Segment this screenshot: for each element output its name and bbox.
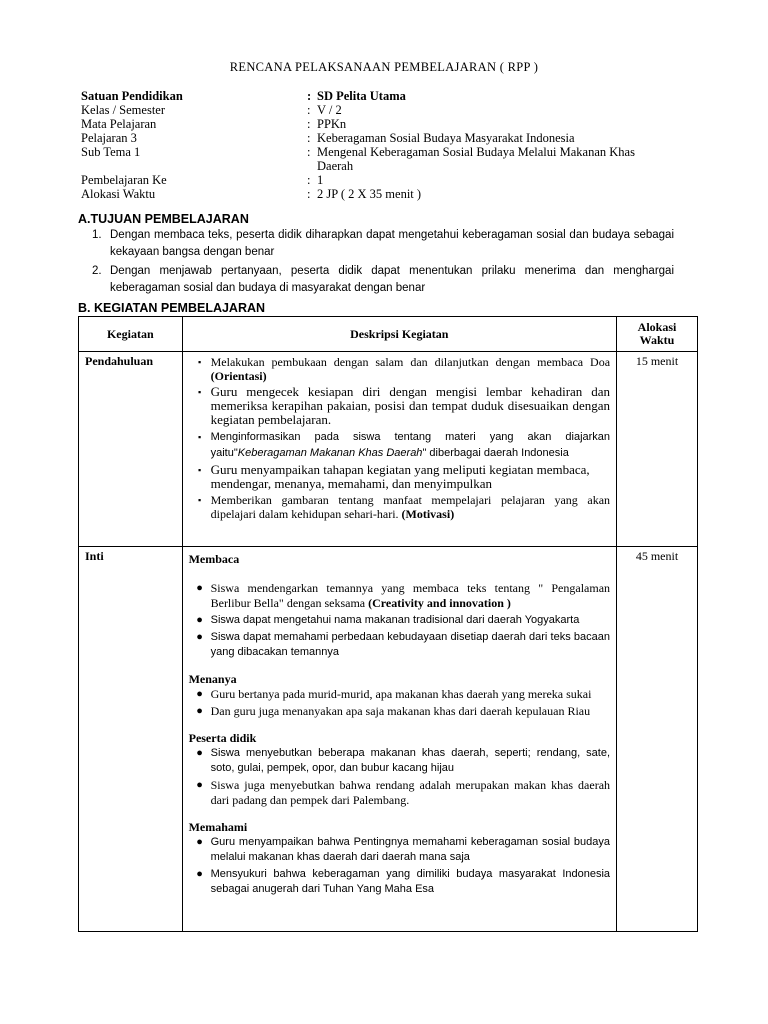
deskripsi-pendahuluan <box>182 352 616 547</box>
round-bullet-icon: ● <box>196 582 203 594</box>
header-kegiatan: Kegiatan <box>79 317 183 352</box>
list-item <box>189 778 610 808</box>
item-text: Guru bertanya pada murid-murid, apa makanan khas daerah yang mereka sukai <box>210 687 592 701</box>
info-colon: : <box>307 145 311 159</box>
info-row <box>81 131 657 145</box>
identity-block <box>81 89 657 201</box>
square-bullet-icon: ▪ <box>198 465 202 475</box>
info-label: Alokasi Waktu <box>81 187 156 201</box>
info-row <box>81 103 657 117</box>
round-bullet-icon: ● <box>196 705 203 717</box>
list-item <box>189 613 610 628</box>
info-row <box>81 187 657 201</box>
info-row <box>81 89 657 103</box>
info-value: Mengenal Keberagaman Sosial Budaya Melalui Makanan Khas Daerah <box>317 145 635 173</box>
header-deskripsi: Deskripsi Kegiatan <box>182 317 616 352</box>
square-bullet-icon: ▪ <box>198 357 202 367</box>
info-colon: : <box>307 89 312 103</box>
info-label: Pelajaran 3 <box>81 131 137 145</box>
item-bold: (Creativity and innovation ) <box>368 596 511 610</box>
alokasi-inti: 45 menit <box>617 547 698 932</box>
info-row <box>81 117 657 131</box>
item-text: Siswa dapat mengetahui nama makanan tradisional dari daerah Yogyakarta <box>210 614 580 626</box>
round-bullet-icon: ● <box>196 631 203 643</box>
info-value: Keberagaman Sosial Budaya Masyarakat Indonesia <box>317 131 575 145</box>
info-label: Kelas / Semester <box>81 103 166 117</box>
item-text: Siswa menyebutkan beberapa makanan khas daerah, seperti; rendang, sate, soto, gulai, pempek, opor, dan bubur kacang hijau <box>210 747 611 774</box>
menanya-heading: Menanya <box>188 672 237 686</box>
info-colon: : <box>307 187 311 201</box>
round-bullet-icon: ● <box>196 688 203 700</box>
info-label: Satuan Pendidikan <box>81 89 183 103</box>
info-value: V / 2 <box>317 103 342 117</box>
list-item <box>189 355 610 383</box>
item-text: Menginformasikan pada siswa tentang materi yang akan diajarkan yaitu" <box>210 431 611 459</box>
peserta-didik-heading: Peserta didik <box>188 731 257 745</box>
round-bullet-icon: ● <box>196 747 203 759</box>
table-row <box>79 352 698 547</box>
info-colon: : <box>307 117 311 131</box>
membaca-heading: Membaca <box>188 552 240 566</box>
item-text: Siswa mendengarkan temannya yang membaca teks tentang " Pengalaman Berlibur Bella" dengan seksama <box>210 581 611 610</box>
kegiatan-pendahuluan: Pendahuluan <box>79 352 183 547</box>
item-bold: (Motivasi) <box>401 507 455 521</box>
table-row <box>79 547 698 932</box>
info-value: 1 <box>317 173 324 187</box>
round-bullet-icon: ● <box>196 868 203 880</box>
info-label: Pembelajaran Ke <box>81 173 167 187</box>
kegiatan-inti: Inti <box>79 547 183 932</box>
list-item <box>189 630 610 660</box>
round-bullet-icon: ● <box>196 614 203 626</box>
activities-table <box>78 316 698 932</box>
list-item <box>189 704 610 719</box>
info-row <box>81 145 657 173</box>
goal-text: Dengan membaca teks, peserta didik diharapkan dapat mengetahui keberagaman sosial dan budaya sebagai kekayaan bangsa dengan benar <box>110 229 674 258</box>
info-value: PPKn <box>317 117 347 131</box>
info-label: Sub Tema 1 <box>81 145 141 159</box>
item-text: Guru mengecek kesiapan diri dengan mengisi lembar kehadiran dan memeriksa kerapihan pakaian, posisi dan tempat duduk disesuaikan dengan kegiatan pembelajaran. <box>210 384 611 427</box>
list-item <box>189 581 610 611</box>
item-text: Siswa dapat memahami perbedaan kebudayaan disetiap daerah dari teks bacaan yang dibacakan temannya <box>210 631 611 658</box>
square-bullet-icon: ▪ <box>198 387 202 397</box>
section-b-heading: B. KEGIATAN PEMBELAJARAN <box>78 301 266 315</box>
item-text: Melakukan pembukaan dengan salam dan dilanjutkan dengan membaca Doa <box>210 355 611 369</box>
list-item <box>189 385 610 427</box>
list-item <box>92 227 674 260</box>
alokasi-pendahuluan: 15 menit <box>617 352 698 547</box>
list-item <box>189 493 610 521</box>
square-bullet-icon: ▪ <box>198 432 202 442</box>
item-bold: (Orientasi) <box>210 369 267 383</box>
list-item <box>189 867 610 897</box>
item-text: Memberikan gambaran tentang manfaat mempelajari pelajaran yang akan dipelajari dalam kehidupan sehari-hari. <box>210 493 611 521</box>
info-colon: : <box>307 173 311 187</box>
goal-text: Dengan menjawab pertanyaan, peserta didik dapat menentukan prilaku menerima dan menghargai keberagaman sosial dan budaya di masyarakat dengan benar <box>110 265 674 294</box>
item-text: Siswa juga menyebutkan bahwa rendang adalah merupakan makan khas daerah dari padang dan pempek dari Palembang. <box>210 778 611 807</box>
list-item <box>189 463 610 491</box>
header-alokasi: Alokasi Waktu <box>617 317 698 352</box>
list-item <box>189 746 610 776</box>
document-title: RENCANA PELAKSANAAN PEMBELAJARAN ( RPP ) <box>229 60 539 74</box>
learning-goals-list <box>92 227 674 299</box>
item-text: Guru menyampaikan tahapan kegiatan yang meliputi kegiatan membaca, mendengar, menanya, memahami, dan menyimpulkan <box>210 462 590 491</box>
info-label: Mata Pelajaran <box>81 117 157 131</box>
info-value: SD Pelita Utama <box>317 89 406 103</box>
round-bullet-icon: ● <box>196 779 203 791</box>
deskripsi-inti <box>182 547 616 932</box>
round-bullet-icon: ● <box>196 836 203 848</box>
goal-number: 1. <box>92 229 102 241</box>
info-colon: : <box>307 131 311 145</box>
info-row <box>81 173 657 187</box>
list-item <box>189 835 610 865</box>
list-item <box>189 429 610 461</box>
info-value: 2 JP ( 2 X 35 menit ) <box>317 187 422 201</box>
square-bullet-icon: ▪ <box>198 495 202 505</box>
item-text: Dan guru juga menanyakan apa saja makanan khas dari daerah kepulauan Riau <box>210 704 591 718</box>
info-colon: : <box>307 103 311 117</box>
section-a-heading: A.TUJUAN PEMBELAJARAN <box>78 212 249 226</box>
item-text: Mensyukuri bahwa keberagaman yang dimiliki budaya masyarakat Indonesia sebagai anugerah dari Tuhan Yang Maha Esa <box>210 868 611 895</box>
table-header-row <box>79 317 698 352</box>
item-text: " diberbagai daerah Indonesia <box>422 447 569 459</box>
list-item <box>92 263 674 296</box>
memahami-heading: Memahami <box>188 820 248 834</box>
list-item <box>189 687 610 702</box>
item-italic: Keberagaman Makanan Khas Daerah <box>237 447 423 459</box>
item-text: Guru menyampaikan bahwa Pentingnya memahami keberagaman sosial budaya melalui makanan khas daerah dari daerah mana saja <box>210 836 611 863</box>
goal-number: 2. <box>92 265 102 277</box>
